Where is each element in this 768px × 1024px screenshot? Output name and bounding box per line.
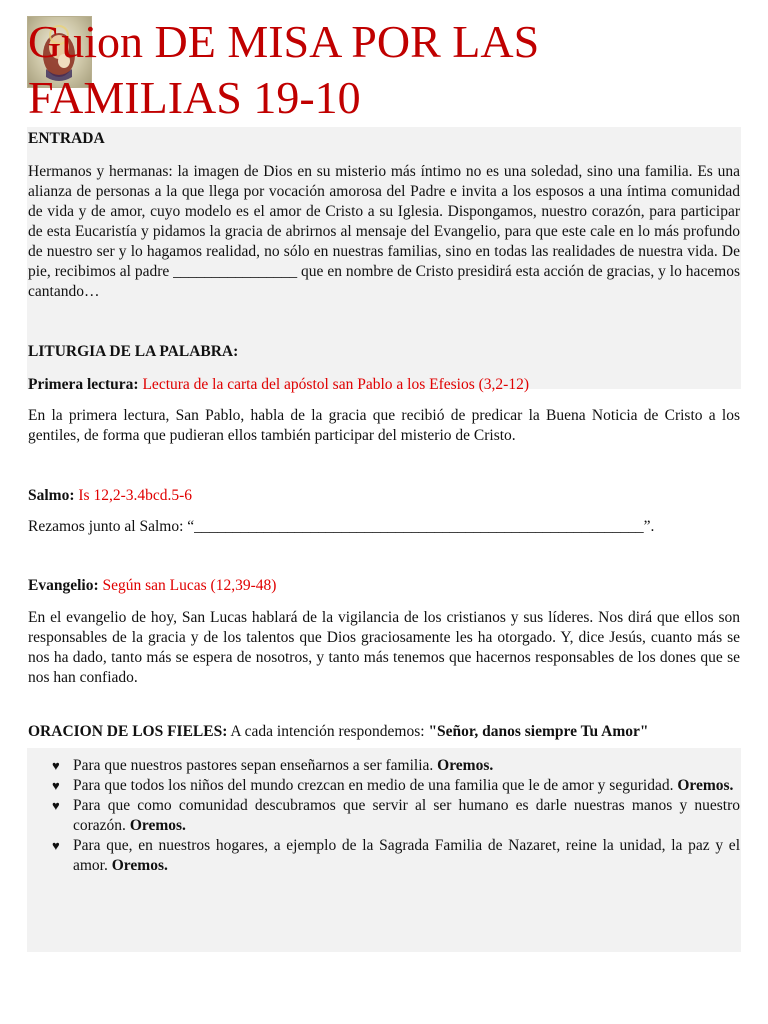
document-body xyxy=(28,129,740,876)
primera-lectura-label: Primera lectura: xyxy=(28,376,139,393)
oracion-heading: ORACION DE LOS FIELES: xyxy=(28,723,228,740)
oracion-paragraph xyxy=(28,722,740,742)
evangelio-label: Evangelio: xyxy=(28,577,99,594)
prayer-closing: Oremos. xyxy=(129,817,186,834)
heart-bullet-icon: ♥ xyxy=(52,838,60,853)
entrada-text: Hermanos y hermanas: la imagen de Dios en su misterio más íntimo no es una soledad, sino una familia. Es una alianza de personas a la que llega por vocación amorosa del Padre e invita a los esposos a una íntima comunidad de vida y de amor, cuyo modelo es el amor de Cristo a su Iglesia. Dispongamos, nuestro corazón, para participar de esta Eucaristía y pidamos la gracia de abrirnos al mensaje del Evangelio, para que este cale en lo más profundo de nuestro ser y lo hagamos realidad, no sólo en nuestras familias, sino en todas las realidades de nuestra vida. De pie, recibimos al padre ________________ que en nombre de Cristo presidirá esta acción de gracias, y lo hacemos cantando… xyxy=(28,163,740,300)
prayer-item xyxy=(28,836,740,876)
entrada-heading: ENTRADA xyxy=(28,130,105,147)
prayer-item xyxy=(28,756,740,776)
primera-lectura-text: En la primera lectura, San Pablo, habla de la gracia que recibió de predicar la Buena Noticia de Cristo a los gentiles, de forma que pudieran ellos también participar del misterio de Cristo. xyxy=(28,407,740,444)
prayer-closing: Oremos. xyxy=(111,857,168,874)
prayer-text: Para que nuestros pastores sepan enseñarnos a ser familia. xyxy=(73,757,434,774)
prayer-closing: Oremos. xyxy=(677,777,734,794)
prayer-text: Para que todos los niños del mundo crezcan en medio de una familia que le de amor y seguridad. xyxy=(73,777,674,794)
primera-lectura-line xyxy=(28,375,740,395)
prayer-list xyxy=(28,756,740,876)
salmo-text: Rezamos junto al Salmo: “__________________________________________________________”. xyxy=(28,518,655,535)
oracion-intro: A cada intención respondemos: xyxy=(230,723,425,740)
evangelio-line xyxy=(28,576,740,596)
prayer-item xyxy=(28,796,740,836)
heart-bullet-icon: ♥ xyxy=(52,778,60,793)
oracion-response: "Señor, danos siempre Tu Amor" xyxy=(428,723,649,740)
evangelio-reference: Según san Lucas (12,39-48) xyxy=(102,577,277,594)
page-title: Guion DE MISA POR LAS FAMILIAS 19-10 xyxy=(28,16,540,123)
evangelio-text: En el evangelio de hoy, San Lucas hablará de la vigilancia de los cristianos y sus líderes. Nos dirá que ellos son responsables de la gracia y de los talentos que Dios graciosamente les ha otorgado. Y, dice Jesús, cuanto más se nos ha dado, tanto más se espera de nosotros, y tanto más tenemos que hacernos responsables de los dones que se nos han confiado. xyxy=(28,609,740,686)
salmo-label: Salmo: xyxy=(28,487,75,504)
liturgia-heading: LITURGIA DE LA PALABRA: xyxy=(28,343,239,360)
salmo-line xyxy=(28,486,740,506)
salmo-reference: Is 12,2-3.4bcd.5-6 xyxy=(78,487,193,504)
prayer-closing: Oremos. xyxy=(437,757,494,774)
heart-bullet-icon: ♥ xyxy=(52,798,60,813)
primera-lectura-reference: Lectura de la carta del apóstol san Pablo a los Efesios (3,2-12) xyxy=(142,376,529,393)
prayer-text: Para que como comunidad descubramos que servir al ser humano es darle nuestras manos y nuestro corazón. xyxy=(73,797,740,834)
prayer-text: Para que, en nuestros hogares, a ejemplo de la Sagrada Familia de Nazaret, reine la unidad, la paz y el amor. xyxy=(73,837,740,874)
heart-bullet-icon: ♥ xyxy=(52,758,60,773)
prayer-item xyxy=(28,776,740,796)
